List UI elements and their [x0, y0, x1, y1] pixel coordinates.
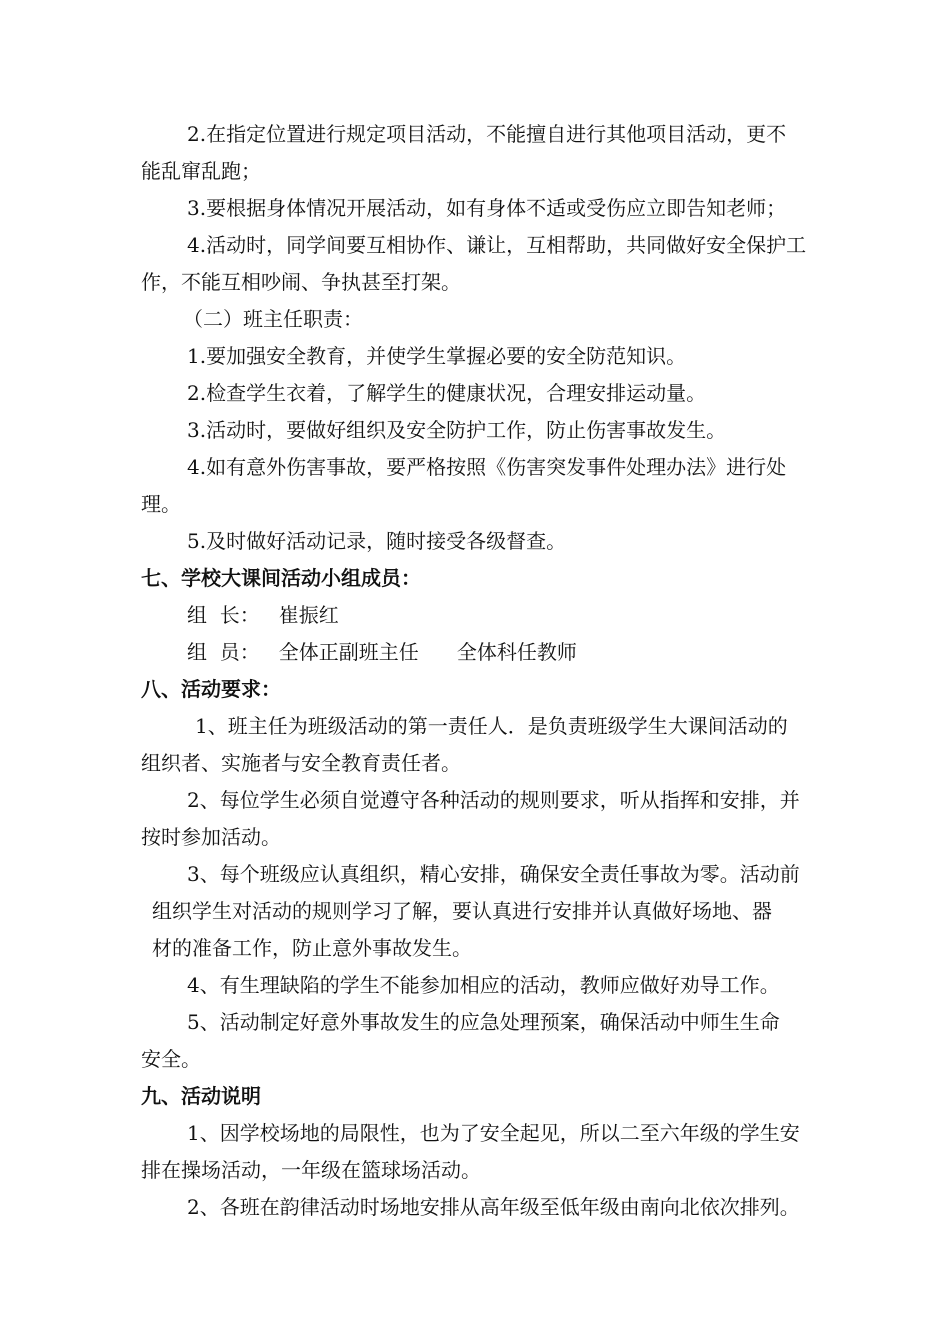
- text-line: 2.在指定位置进行规定项目活动，不能擅自进行其他项目活动，更不: [187, 122, 787, 146]
- section-heading: 八、活动要求：: [141, 677, 281, 701]
- text-line: 4、有生理缺陷的学生不能参加相应的活动，教师应做好劝导工作。: [187, 973, 780, 997]
- text-line: 5、活动制定好意外事故发生的应急处理预案，确保活动中师生生命: [187, 1010, 780, 1034]
- text-line: 2、每位学生必须自觉遵守各种活动的规则要求，听从指挥和安排，并: [187, 788, 800, 812]
- text-line: 理。: [141, 492, 181, 516]
- text-line: 安全。: [141, 1047, 201, 1071]
- text-line: 组 员： 全体正副班主任 全体科任教师: [187, 640, 577, 664]
- text-line: 1、因学校场地的局限性，也为了安全起见，所以二至六年级的学生安: [187, 1121, 800, 1145]
- text-line: 1.要加强安全教育，并使学生掌握必要的安全防范知识。: [187, 344, 687, 368]
- text-line: 4.活动时，同学间要互相协作、谦让，互相帮助，共同做好安全保护工: [187, 233, 807, 257]
- text-line: 5.及时做好活动记录，随时接受各级督查。: [187, 529, 567, 553]
- text-line: 1、班主任为班级活动的第一责任人．是负责班级学生大课间活动的: [195, 714, 788, 738]
- text-line: 排在操场活动，一年级在篮球场活动。: [141, 1158, 481, 1182]
- section-heading: 七、学校大课间活动小组成员：: [141, 566, 421, 590]
- text-line: 4.如有意外伤害事故，要严格按照《伤害突发事件处理办法》进行处: [187, 455, 787, 479]
- text-line: 2.检查学生衣着，了解学生的健康状况，合理安排运动量。: [187, 381, 707, 405]
- text-line: 按时参加活动。: [141, 825, 281, 849]
- text-line: 2、各班在韵律活动时场地安排从高年级至低年级由南向北依次排列。: [187, 1195, 800, 1219]
- text-line: 材的准备工作，防止意外事故发生。: [152, 936, 472, 960]
- text-line: 3.活动时，要做好组织及安全防护工作，防止伤害事故发生。: [187, 418, 727, 442]
- text-line: 组 长： 崔振红: [187, 603, 339, 627]
- section-heading: 九、活动说明: [141, 1084, 261, 1108]
- text-line: 组织学生对活动的规则学习了解，要认真进行安排并认真做好场地、器: [152, 899, 772, 923]
- text-line: 能乱窜乱跑；: [141, 159, 261, 183]
- text-line: 作，不能互相吵闹、争执甚至打架。: [141, 270, 461, 294]
- text-line: 3.要根据身体情况开展活动，如有身体不适或受伤应立即告知老师；: [187, 196, 787, 220]
- text-line: 组织者、实施者与安全教育责任者。: [141, 751, 461, 775]
- subsection-heading: （二）班主任职责：: [183, 307, 363, 331]
- text-line: 3、每个班级应认真组织，精心安排，确保安全责任事故为零。活动前: [187, 862, 800, 886]
